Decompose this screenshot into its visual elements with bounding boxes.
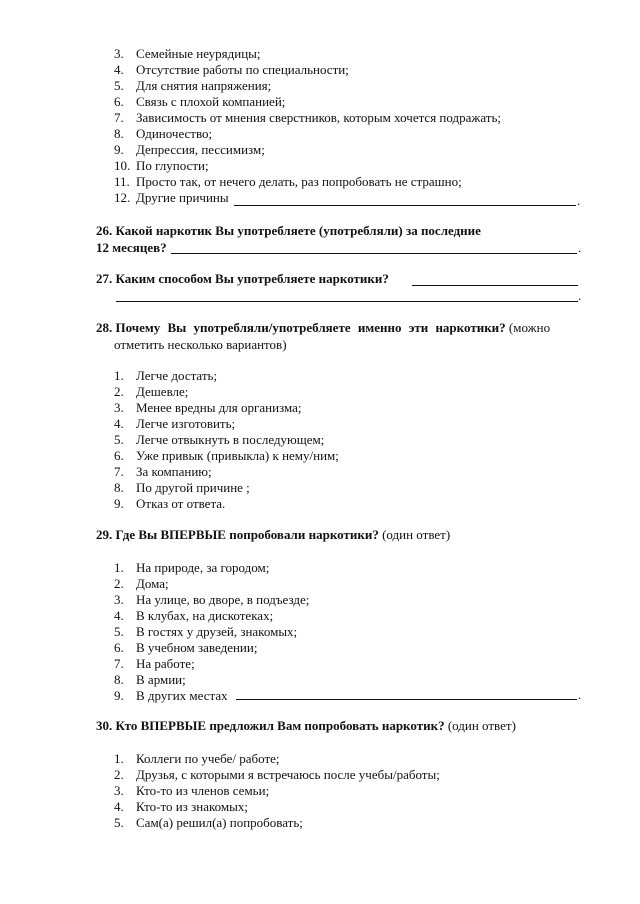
- q29-options: [114, 560, 309, 704]
- list-item[interactable]: 1. Легче достать;: [114, 368, 218, 383]
- list-item[interactable]: 6. Уже привык (привыкла) к нему/ним;: [114, 448, 339, 463]
- question-number: 30.: [96, 718, 113, 733]
- list-item[interactable]: 2. Дешевле;: [114, 384, 189, 399]
- list-item[interactable]: 5. В гостях у друзей, знакомых;: [114, 624, 298, 639]
- list-item[interactable]: 3. На улице, во дворе, в подъезде;: [114, 592, 310, 607]
- list-item[interactable]: 2. Друзья, с которыми я встречаюсь после учебы/работы;: [114, 767, 440, 782]
- question-number: 28.: [96, 320, 113, 335]
- reasons-list: [114, 46, 501, 206]
- list-item: 11. Просто так, от нечего делать, раз попробовать не страшно;: [114, 174, 462, 189]
- question-26-line2: [96, 240, 167, 256]
- question-28: [96, 320, 604, 336]
- answer-line[interactable]: [236, 699, 577, 700]
- question-text: 12 месяцев?: [96, 240, 167, 255]
- list-item[interactable]: 4. Кто-то из знакомых;: [114, 799, 248, 814]
- question-text: Кто ВПЕРВЫЕ предложил Вам попробовать наркотик?: [115, 718, 445, 733]
- question-27: [96, 271, 389, 287]
- list-item[interactable]: 1. Коллеги по учебе/ работе;: [114, 751, 280, 766]
- list-item[interactable]: 9. Отказ от ответа.: [114, 496, 226, 511]
- question-note: (один ответ): [447, 718, 516, 733]
- list-item[interactable]: 8. В армии;: [114, 672, 186, 687]
- question-28-note: отметить несколько вариантов): [114, 337, 287, 352]
- list-item[interactable]: 4. В клубах, на дискотеках;: [114, 608, 274, 623]
- list-item[interactable]: 7. За компанию;: [114, 464, 212, 479]
- list-item[interactable]: 3. Менее вредны для организма;: [114, 400, 302, 415]
- question-number: 26.: [96, 223, 113, 238]
- list-item[interactable]: 1. На природе, за городом;: [114, 560, 270, 575]
- question-30: [96, 718, 516, 734]
- period: .: [578, 240, 582, 255]
- list-item: 9. Депрессия, пессимизм;: [114, 142, 265, 157]
- list-item: 7. Зависимость от мнения сверстников, которым хочется подражать;: [114, 110, 502, 125]
- answer-line[interactable]: [171, 253, 577, 254]
- list-item: 6. Связь с плохой компанией;: [114, 94, 286, 109]
- question-text: Где Вы ВПЕРВЫЕ попробовали наркотики?: [115, 527, 379, 542]
- question-29: [96, 527, 450, 543]
- list-item[interactable]: 5. Сам(а) решил(а) попробовать;: [114, 815, 303, 830]
- list-item[interactable]: 7. На работе;: [114, 656, 195, 671]
- period: .: [578, 687, 582, 702]
- question-note: (один ответ): [382, 527, 451, 542]
- list-item: 4. Отсутствие работы по специальности;: [114, 62, 349, 77]
- list-item: 3. Семейные неурядицы;: [114, 46, 261, 61]
- q28-options: [114, 368, 339, 512]
- question-text: Каким способом Вы употребляете наркотики?: [115, 271, 389, 286]
- list-item: 5. Для снятия напряжения;: [114, 78, 272, 93]
- question-number: 27.: [96, 271, 113, 286]
- list-item[interactable]: 9. В других местах: [114, 688, 228, 703]
- answer-line[interactable]: [116, 301, 578, 302]
- list-item[interactable]: 5. Легче отвыкнуть в последующем;: [114, 432, 325, 447]
- question-text: Какой наркотик Вы употребляете (употребляли) за последние: [115, 223, 481, 238]
- list-item[interactable]: 8. По другой причине ;: [114, 480, 250, 495]
- period: .: [578, 288, 582, 303]
- list-item: 12. Другие причины: [114, 190, 229, 205]
- list-item[interactable]: 6. В учебном заведении;: [114, 640, 258, 655]
- period: .: [577, 193, 581, 208]
- list-item: 8. Одиночество;: [114, 126, 213, 141]
- list-item[interactable]: 2. Дома;: [114, 576, 169, 591]
- question-26: [96, 223, 481, 239]
- answer-line[interactable]: [234, 205, 576, 206]
- question-number: 29.: [96, 527, 113, 542]
- list-item: 10. По глупости;: [114, 158, 209, 173]
- list-item[interactable]: 3. Кто-то из членов семьи;: [114, 783, 270, 798]
- answer-line[interactable]: [412, 285, 578, 286]
- list-item[interactable]: 4. Легче изготовить;: [114, 416, 236, 431]
- question-text: Почему Вы употребляли/употребляете именно эти наркотики?: [115, 320, 506, 335]
- question-note: (можно: [508, 320, 551, 335]
- q30-options: [114, 751, 440, 831]
